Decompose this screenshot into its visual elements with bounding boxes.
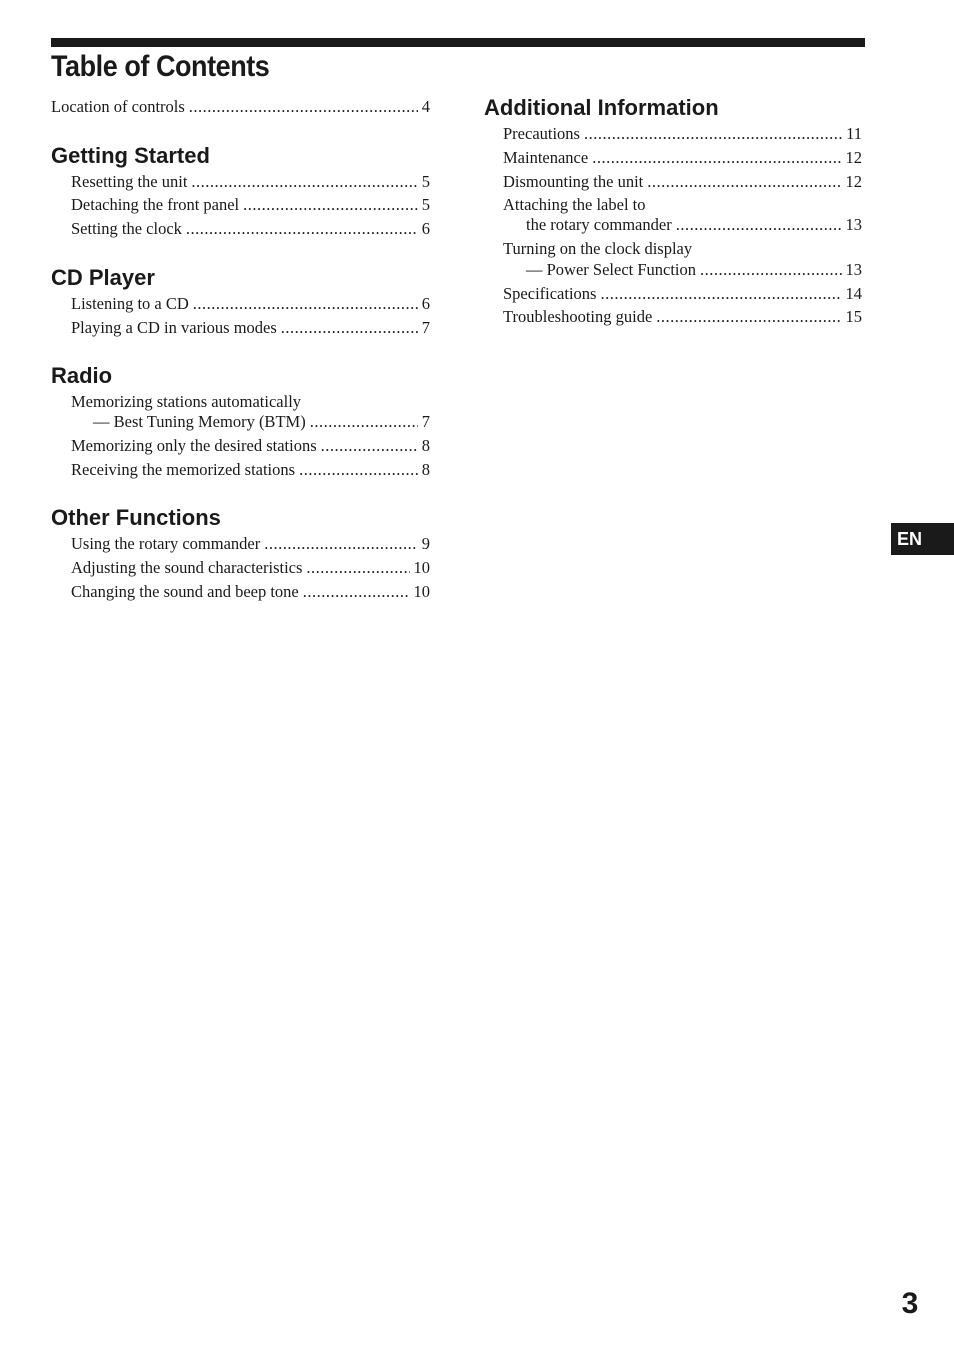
toc-entry-page: 7 — [421, 412, 430, 431]
toc-entry-first-line: Attaching the label to — [503, 195, 646, 214]
toc-entry-page: 15 — [845, 307, 862, 326]
page-title: Table of Contents — [51, 50, 270, 83]
toc-entry[interactable] — [71, 581, 430, 602]
leader-dots — [310, 411, 418, 432]
leader-dots — [306, 557, 409, 578]
leader-dots — [584, 123, 842, 144]
toc-entry-page: 10 — [413, 558, 430, 577]
leader-dots — [281, 317, 418, 338]
toc-entry-label: Specifications — [503, 284, 597, 303]
section-heading-cd-player: CD Player — [51, 265, 155, 290]
toc-entry[interactable] — [71, 171, 430, 192]
toc-entry-page: 11 — [846, 124, 862, 143]
toc-entry-page: 14 — [845, 284, 862, 303]
toc-entry-page: 12 — [845, 148, 862, 167]
section-heading-getting-started: Getting Started — [51, 143, 210, 168]
toc-entry-page: 7 — [421, 318, 430, 337]
toc-entry-label: Detaching the front panel — [71, 195, 240, 214]
leader-dots — [647, 171, 841, 192]
toc-entry-label: Using the rotary commander — [71, 534, 261, 553]
toc-entry[interactable] — [526, 214, 862, 235]
language-tab: EN — [891, 523, 954, 555]
toc-entry-label: Memorizing only the desired stations — [71, 436, 317, 455]
toc-entry-first-line: Turning on the clock display — [503, 239, 693, 258]
toc-entry[interactable] — [71, 533, 430, 554]
toc-entry-label: Adjusting the sound characteristics — [71, 558, 303, 577]
toc-entry[interactable] — [71, 557, 430, 578]
leader-dots — [186, 218, 418, 239]
leader-dots — [299, 459, 418, 480]
leader-dots — [700, 259, 841, 280]
toc-entry-page: 8 — [421, 436, 430, 455]
section-heading-other-functions: Other Functions — [51, 505, 221, 530]
leader-dots — [600, 283, 841, 304]
toc-entry[interactable] — [503, 123, 862, 144]
toc-entry[interactable] — [71, 293, 430, 314]
toc-entry-location-of-controls[interactable] — [51, 96, 430, 117]
leader-dots — [303, 581, 410, 602]
leader-dots — [676, 214, 842, 235]
leader-dots — [656, 306, 841, 327]
section-heading-additional-information: Additional Information — [484, 95, 719, 120]
toc-entry[interactable] — [503, 147, 862, 168]
leader-dots — [592, 147, 841, 168]
toc-entry-label: Changing the sound and beep tone — [71, 582, 299, 601]
page-number: 3 — [901, 1287, 919, 1320]
toc-entry-label: — Power Select Function — [526, 260, 697, 279]
toc-entry[interactable] — [503, 283, 862, 304]
toc-entry-label: Precautions — [503, 124, 580, 143]
leader-dots — [193, 293, 418, 314]
toc-entry-label: Receiving the memorized stations — [71, 460, 296, 479]
toc-entry-page: 4 — [421, 97, 430, 116]
toc-entry-page: 6 — [421, 219, 430, 238]
leader-dots — [243, 194, 418, 215]
top-rule — [51, 38, 865, 47]
toc-entry-label: Resetting the unit — [71, 172, 188, 191]
toc-entry[interactable] — [71, 317, 430, 338]
toc-entry-label: Listening to a CD — [71, 294, 189, 313]
toc-entry-label: — Best Tuning Memory (BTM) — [93, 412, 306, 431]
toc-entry[interactable] — [503, 171, 862, 192]
toc-entry-page: 12 — [845, 172, 862, 191]
toc-entry-page: 5 — [421, 172, 430, 191]
toc-entry-page: 5 — [421, 195, 430, 214]
toc-entry-page: 9 — [421, 534, 430, 553]
toc-entry-page: 13 — [845, 260, 862, 279]
toc-entry[interactable] — [526, 259, 862, 280]
toc-entry-first-line: Memorizing stations automatically — [71, 392, 302, 411]
leader-dots — [321, 435, 418, 456]
leader-dots — [189, 96, 418, 117]
toc-entry-label: the rotary commander — [526, 215, 672, 234]
toc-entry-label: Troubleshooting guide — [503, 307, 653, 326]
toc-entry[interactable] — [71, 459, 430, 480]
toc-entry-label: Maintenance — [503, 148, 589, 167]
toc-entry[interactable] — [71, 435, 430, 456]
toc-entry-label: Playing a CD in various modes — [71, 318, 277, 337]
toc-entry-page: 13 — [845, 215, 862, 234]
toc-entry-label: Setting the clock — [71, 219, 182, 238]
toc-entry-page: 8 — [421, 460, 430, 479]
toc-entry[interactable] — [503, 306, 862, 327]
leader-dots — [264, 533, 418, 554]
toc-entry[interactable] — [71, 218, 430, 239]
toc-entry[interactable] — [71, 194, 430, 215]
leader-dots — [191, 171, 417, 192]
toc-entry[interactable] — [93, 411, 430, 432]
toc-entry-label: Location of controls — [51, 97, 185, 116]
toc-entry-page: 6 — [421, 294, 430, 313]
toc-entry-page: 10 — [413, 582, 430, 601]
toc-entry-label: Dismounting the unit — [503, 172, 644, 191]
section-heading-radio: Radio — [51, 363, 113, 388]
